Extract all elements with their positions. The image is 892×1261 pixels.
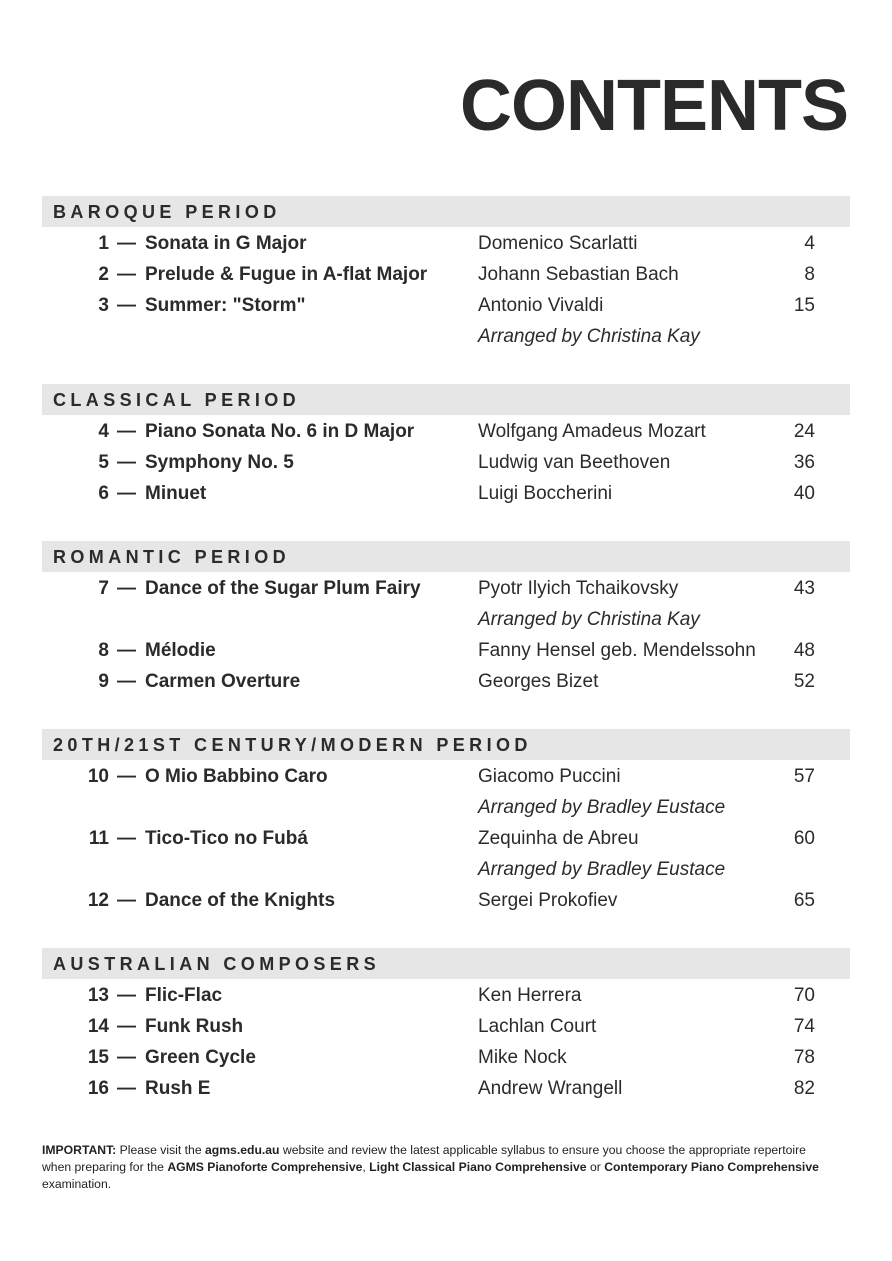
section-header: AUSTRALIAN COMPOSERS	[42, 948, 850, 979]
entry-number: 7	[98, 578, 109, 599]
piece-title: Piano Sonata No. 6 in D Major	[145, 421, 415, 442]
piece-title: Dance of the Knights	[145, 890, 336, 911]
entry-number: 3	[98, 295, 109, 316]
entry-number: 10	[87, 766, 109, 787]
composer-name: Luigi Boccherini	[478, 483, 613, 504]
notice-text: ,	[362, 1160, 370, 1174]
toc-entry[interactable]	[42, 228, 850, 259]
section-header: CLASSICAL PERIOD	[42, 384, 850, 415]
page-number: 4	[804, 233, 815, 254]
entry-number: 2	[98, 264, 109, 285]
page-number: 78	[793, 1047, 815, 1068]
toc-entry[interactable]	[42, 1042, 850, 1073]
notice-text: Please visit the	[116, 1143, 205, 1157]
entry-number: 15	[87, 1047, 109, 1068]
toc-section	[42, 384, 850, 509]
entry-dash: —	[117, 233, 136, 254]
entry-dash: —	[117, 766, 136, 787]
entry-dash: —	[117, 1078, 136, 1099]
website-link[interactable]: agms.edu.au	[205, 1143, 280, 1157]
exam-name: AGMS Pianoforte Comprehensive	[167, 1160, 363, 1174]
piece-title: Carmen Overture	[145, 671, 301, 692]
page-number: 70	[793, 985, 815, 1006]
entry-number: 6	[98, 483, 109, 504]
composer-name: Andrew Wrangell	[478, 1078, 623, 1099]
page-title: CONTENTS	[460, 66, 848, 146]
page-number: 82	[793, 1078, 815, 1099]
arranger-credit: Arranged by Christina Kay	[478, 326, 700, 347]
piece-title: Sonata in G Major	[145, 233, 307, 254]
composer-name: Fanny Hensel geb. Mendelssohn	[478, 640, 756, 661]
composer-name: Wolfgang Amadeus Mozart	[478, 421, 706, 442]
entry-number: 5	[98, 452, 109, 473]
piece-title: Green Cycle	[145, 1047, 256, 1068]
arranger-row	[42, 604, 850, 635]
toc-section	[42, 729, 850, 916]
arranger-credit: Arranged by Bradley Eustace	[478, 797, 726, 818]
piece-title: Prelude & Fugue in A-flat Major	[145, 264, 428, 285]
piece-title: Mélodie	[145, 640, 216, 661]
toc-entry[interactable]	[42, 635, 850, 666]
arranger-row	[42, 321, 850, 352]
exam-name: Light Classical Piano Comprehensive	[369, 1160, 587, 1174]
entry-number: 8	[98, 640, 109, 661]
toc-entry[interactable]	[42, 666, 850, 697]
entry-dash: —	[117, 295, 136, 316]
entry-dash: —	[117, 1047, 136, 1068]
toc-entry[interactable]	[42, 416, 850, 447]
arranger-credit: Arranged by Christina Kay	[478, 609, 700, 630]
entry-number: 9	[98, 671, 109, 692]
toc-entry[interactable]	[42, 1073, 850, 1104]
toc-entry[interactable]	[42, 259, 850, 290]
toc-section	[42, 541, 850, 697]
toc-section	[42, 948, 850, 1104]
toc-entry[interactable]	[42, 290, 850, 321]
page-number: 40	[793, 483, 815, 504]
section-entries	[42, 979, 850, 1104]
toc-entry[interactable]	[42, 573, 850, 604]
toc-entry[interactable]	[42, 980, 850, 1011]
page-number: 24	[793, 421, 815, 442]
toc-entry[interactable]	[42, 761, 850, 792]
page-number: 8	[804, 264, 815, 285]
composer-name: Ludwig van Beethoven	[478, 452, 671, 473]
toc-entry[interactable]	[42, 885, 850, 916]
entry-number: 14	[87, 1016, 109, 1037]
entry-dash: —	[117, 671, 136, 692]
piece-title: Tico-Tico no Fubá	[145, 828, 308, 849]
composer-name: Giacomo Puccini	[478, 766, 621, 787]
section-header: 20TH/21ST CENTURY/MODERN PERIOD	[42, 729, 850, 760]
page-number: 60	[793, 828, 815, 849]
entry-number: 4	[98, 421, 109, 442]
notice-text: or	[586, 1160, 605, 1174]
entry-dash: —	[117, 421, 136, 442]
composer-name: Lachlan Court	[478, 1016, 597, 1037]
entry-number: 12	[87, 890, 109, 911]
entry-number: 1	[98, 233, 109, 254]
composer-name: Johann Sebastian Bach	[478, 264, 679, 285]
composer-name: Zequinha de Abreu	[478, 828, 639, 849]
entry-dash: —	[117, 264, 136, 285]
composer-name: Domenico Scarlatti	[478, 233, 638, 254]
notice-text: examination.	[42, 1177, 112, 1191]
piece-title: Symphony No. 5	[145, 452, 294, 473]
piece-title: Flic-Flac	[145, 985, 223, 1006]
entry-number: 16	[87, 1078, 109, 1099]
page-number: 15	[793, 295, 815, 316]
section-entries	[42, 227, 850, 352]
arranger-credit: Arranged by Bradley Eustace	[478, 859, 726, 880]
page-number: 57	[793, 766, 815, 787]
table-of-contents	[42, 196, 850, 1136]
page-number: 48	[793, 640, 815, 661]
piece-title: O Mio Babbino Caro	[145, 766, 328, 787]
toc-entry[interactable]	[42, 447, 850, 478]
arranger-row	[42, 792, 850, 823]
piece-title: Rush E	[145, 1078, 211, 1099]
page-number: 52	[793, 671, 815, 692]
piece-title: Dance of the Sugar Plum Fairy	[145, 578, 421, 599]
piece-title: Summer: "Storm"	[145, 295, 306, 316]
entry-dash: —	[117, 828, 136, 849]
composer-name: Georges Bizet	[478, 671, 599, 692]
toc-entry[interactable]	[42, 478, 850, 509]
section-header: ROMANTIC PERIOD	[42, 541, 850, 572]
entry-dash: —	[117, 985, 136, 1006]
entry-dash: —	[117, 483, 136, 504]
exam-name: Contemporary Piano Comprehensive	[604, 1160, 819, 1174]
entry-number: 11	[88, 828, 109, 849]
section-entries	[42, 415, 850, 509]
page-number: 36	[793, 452, 815, 473]
notice-text: website and review the latest applicable syllabus to ensure you choose the appropriate repertoire when preparing for the	[42, 1143, 806, 1174]
entry-dash: —	[117, 1016, 136, 1037]
toc-section	[42, 196, 850, 352]
toc-entry[interactable]	[42, 823, 850, 854]
composer-name: Pyotr Ilyich Tchaikovsky	[478, 578, 679, 599]
composer-name: Sergei Prokofiev	[478, 890, 618, 911]
section-entries	[42, 572, 850, 697]
page-number: 43	[793, 578, 815, 599]
page-number: 74	[793, 1016, 815, 1037]
entry-dash: —	[117, 452, 136, 473]
piece-title: Funk Rush	[145, 1016, 244, 1037]
composer-name: Ken Herrera	[478, 985, 582, 1006]
important-notice	[42, 1142, 832, 1193]
entry-dash: —	[117, 578, 136, 599]
section-header: BAROQUE PERIOD	[42, 196, 850, 227]
piece-title: Minuet	[145, 483, 207, 504]
entry-dash: —	[117, 640, 136, 661]
section-entries	[42, 760, 850, 916]
page-number: 65	[793, 890, 815, 911]
arranger-row	[42, 854, 850, 885]
toc-entry[interactable]	[42, 1011, 850, 1042]
notice-label: IMPORTANT:	[42, 1143, 117, 1157]
entry-dash: —	[117, 890, 136, 911]
composer-name: Antonio Vivaldi	[478, 295, 604, 316]
entry-number: 13	[87, 985, 109, 1006]
composer-name: Mike Nock	[478, 1047, 567, 1068]
